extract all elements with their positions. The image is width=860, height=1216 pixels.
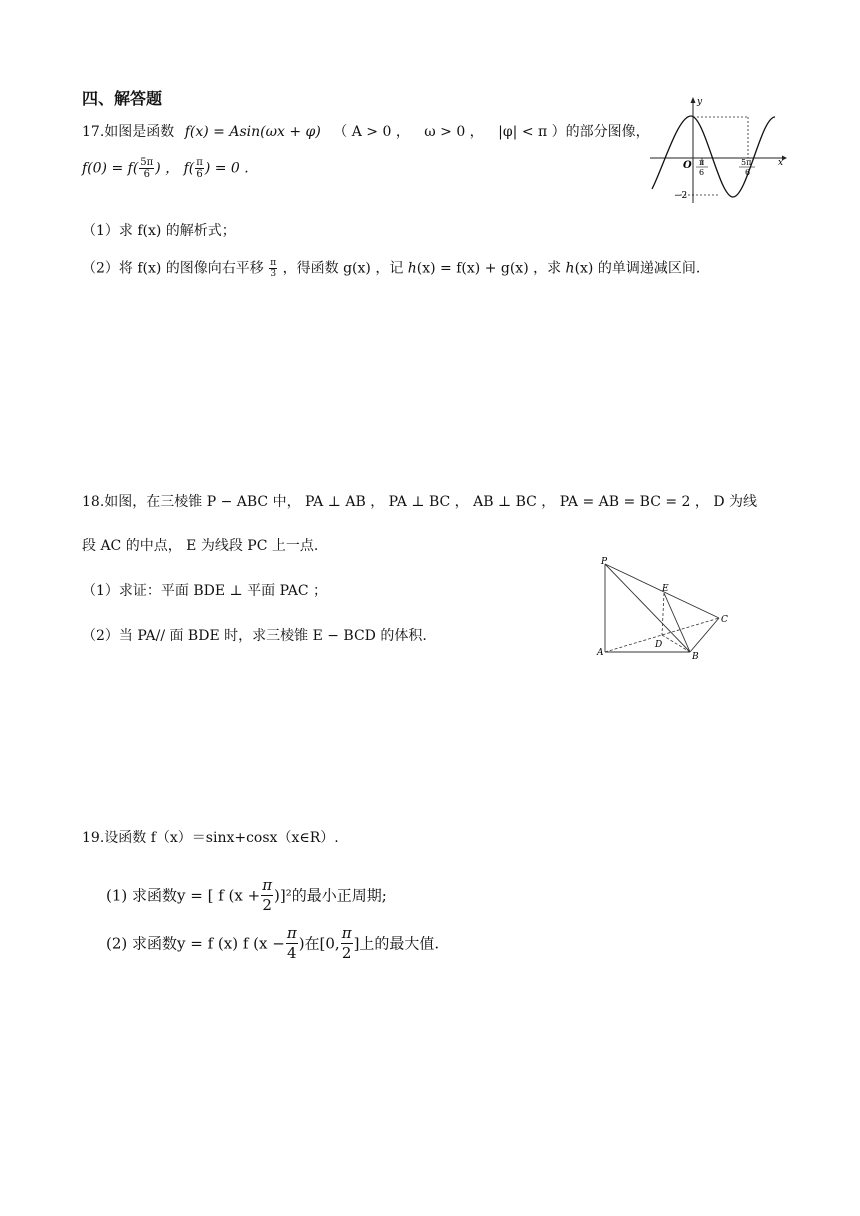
q17-sine-graph xyxy=(650,95,790,205)
frac-num: π xyxy=(286,924,297,942)
q17-l2-right: ) = 0 . xyxy=(204,160,249,177)
q17-frac-5pi6 xyxy=(139,157,154,180)
q18-pyramid-figure xyxy=(592,555,737,665)
frac-num: π xyxy=(262,876,273,894)
origin-label: O xyxy=(683,160,692,171)
q19-p1-a: (1) 求函数y = [ f (x + xyxy=(106,886,261,905)
frac-den: 4 xyxy=(286,944,297,962)
tick-5pi6-den: 6 xyxy=(745,168,751,177)
q17-prefix: 17.如图是函数 xyxy=(82,124,175,140)
q19-part2 xyxy=(106,924,439,963)
edge-PB xyxy=(605,564,690,652)
tick-pi6-num: π xyxy=(699,158,705,167)
frac-den: 2 xyxy=(341,944,352,962)
x-axis-label: x xyxy=(778,158,784,168)
y-axis-arrow xyxy=(691,97,696,103)
frac-num: π xyxy=(196,157,203,168)
q17-frac-pi3 xyxy=(269,258,277,279)
edge-ED-hidden xyxy=(662,593,664,635)
q17-p2-b: ，得函数 g(x) ，记 ℎ(x) = f(x) + g(x) ，求 ℎ(x) 的单调递减区间. xyxy=(282,260,701,277)
q17-cond-a: （ A > 0 ， xyxy=(333,124,410,140)
q17-part1: （1）求 f(x) 的解析式； xyxy=(82,223,236,239)
q19-p2-c: ]上的最大值. xyxy=(353,934,440,953)
q17-cond-phi: |φ| < π ）的部分图像， xyxy=(498,124,650,140)
frac-den: 2 xyxy=(262,896,272,914)
label-E: E xyxy=(662,584,669,594)
tick-5pi6-num: 5π xyxy=(741,158,752,167)
q18-line1: 18.如图，在三棱锥 P − ABC 中， PA ⊥ AB ， PA ⊥ BC ， AB ⊥ BC ， PA = AB = BC = 2 ， D 为线 xyxy=(82,494,758,510)
q19-p2-frac2 xyxy=(341,924,353,963)
q17-p2-a: （2）将 f(x) 的图像向右平移 xyxy=(82,260,264,277)
label-C: C xyxy=(721,615,728,625)
edge-EB xyxy=(664,593,690,652)
q17-frac-pi6 xyxy=(195,157,204,180)
label-A: A xyxy=(597,648,604,658)
edge-BC xyxy=(690,618,719,652)
q17-function: f(x) = Asin(ωx + φ) xyxy=(184,124,321,140)
frac-num: π xyxy=(341,924,352,942)
q19-p1-frac xyxy=(261,876,273,915)
tick-pi6-den: 6 xyxy=(699,168,705,177)
frac-den: 3 xyxy=(270,269,277,279)
q18-part2: （2）当 PA// 面 BDE 时，求三棱锥 E − BCD 的体积. xyxy=(82,628,427,644)
q17-part2 xyxy=(82,258,700,279)
min-label: −2 xyxy=(674,191,688,201)
q17-line1 xyxy=(82,122,650,142)
label-P: P xyxy=(601,557,608,567)
label-D: D xyxy=(655,640,663,650)
frac-num: 5π xyxy=(140,157,154,168)
frac-den: 6 xyxy=(143,169,150,180)
q19-p1-b: )]²的最小正周期; xyxy=(274,886,387,905)
q19-part1 xyxy=(106,876,387,915)
sine-curve xyxy=(652,116,775,197)
q17-cond-w: ω > 0 ， xyxy=(424,124,484,140)
frac-num: π xyxy=(270,258,277,268)
q17-line2 xyxy=(82,157,249,180)
q17-l2-mid: ) ， f( xyxy=(155,160,195,177)
q17-l2-left: f(0) = f( xyxy=(82,160,139,177)
section-title: 四、解答题 xyxy=(82,89,163,108)
q19-p2-frac1 xyxy=(286,924,298,963)
y-axis-label: y xyxy=(697,97,703,107)
frac-den: 6 xyxy=(196,169,203,180)
q18-part1: （1）求证：平面 BDE ⊥ 平面 PAC ； xyxy=(82,583,328,599)
q18-line2: 段 AC 的中点， E 为线段 PC 上一点. xyxy=(82,538,319,554)
label-B: B xyxy=(692,652,699,662)
q19-intro: 19.设函数 f（x）＝sinx+cosx（x∈R）. xyxy=(82,830,339,846)
q19-p2-b: )在[0, xyxy=(298,934,340,953)
q19-p2-a: (2) 求函数y = f (x) f (x − xyxy=(106,934,285,953)
